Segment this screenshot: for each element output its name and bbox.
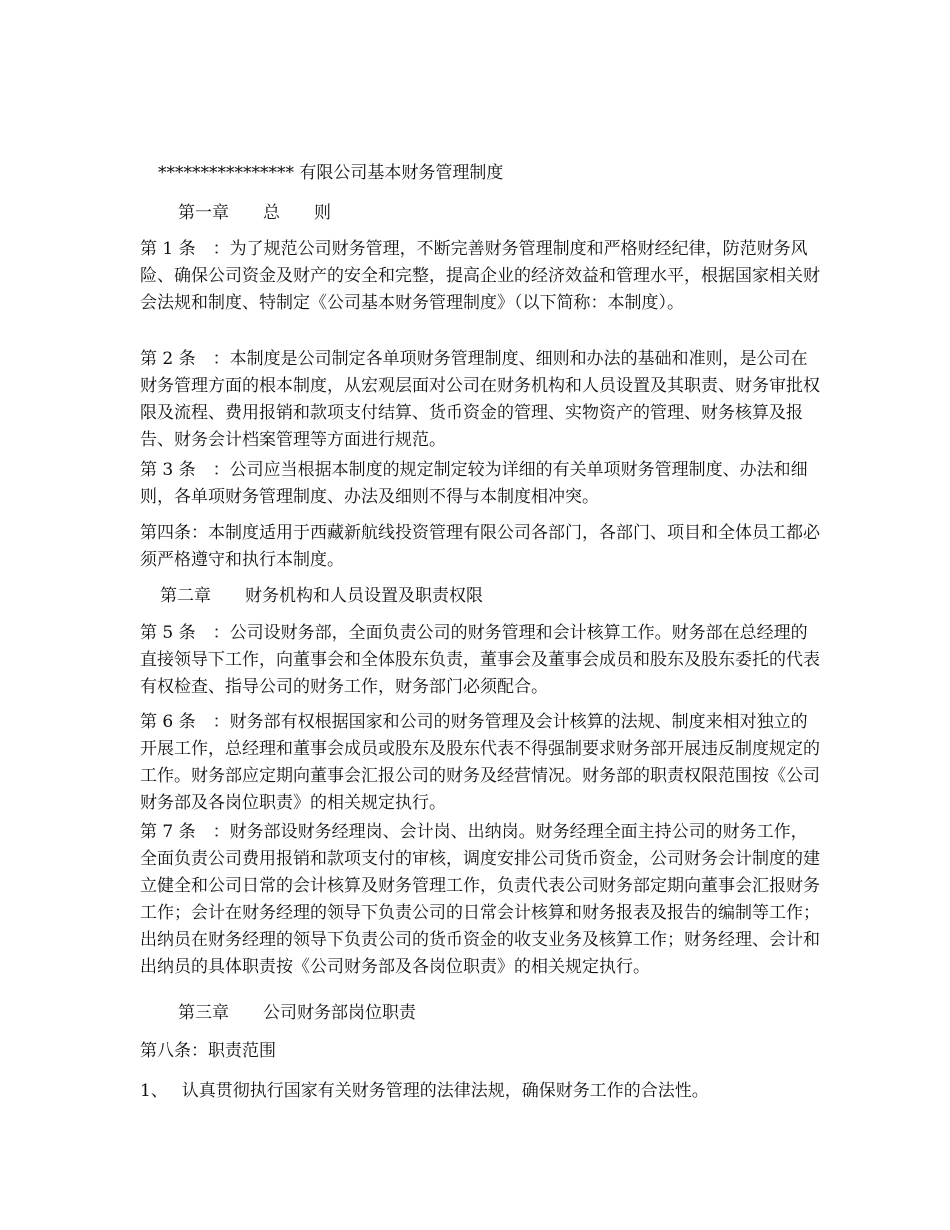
article-2: 第 2 条 ：本制度是公司制定各单项财务管理制度、细则和办法的基础和准则，是公司在财务管理方面的根本制度，从宏观层面对公司在财务机构和人员设置及其职责、财务审批权限及流程、费用报销和款项支付结算、货币资金的管理、实物资产的管理、财务核算及报告、财务会计档案管理等方面进行规范。 xyxy=(140,349,820,450)
chapter-3-heading: 第三章 公司财务部岗位职责 xyxy=(178,1003,416,1023)
article-1: 第 1 条 ：为了规范公司财务管理，不断完善财务管理制度和严格财经纪律，防范财务风险、确保公司资金及财产的安全和完整，提高企业的经济效益和管理水平，根据国家相关财会法规和制度、特制定《公司基本财务管理制度》（以下简称：本制度）。 xyxy=(140,239,820,313)
article-4: 第四条：本制度适用于西藏新航线投资管理有限公司各部门，各部门、项目和全体员工都必须严格遵守和执行本制度。 xyxy=(140,523,820,570)
chapter-1-heading: 第一章 总 则 xyxy=(178,203,331,223)
article-6: 第 6 条 ：财务部有权根据国家和公司的财务管理及会计核算的法规、制度来相对独立的开展工作，总经理和董事会成员或股东及股东代表不得强制要求财务部开展违反制度规定的工作。财务部应定期向董事会汇报公司的财务及经营情况。财务部的职责权限范围按《公司财务部及各岗位职责》的相关规定执行。 xyxy=(140,712,820,813)
article-7: 第 7 条 ：财务部设财务经理岗、会计岗、出纳岗。财务经理全面主持公司的财务工作，全面负责公司费用报销和款项支付的审核，调度安排公司货币资金，公司财务会计制度的建立健全和公司日常的会计核算及财务管理工作，负责代表公司财务部定期向董事会汇报财务工作；会计在财务经理的领导下负责公司的日常会计核算和财务报表及报告的编制等工作；出纳员在财务经理的领导下负责公司的货币资金的收支业务及核算工作；财务经理、会计和出纳员的具体职责按《公司财务部及各岗位职责》的相关规定执行。 xyxy=(140,822,820,977)
chapter-2-heading: 第二章 财务机构和人员设置及职责权限 xyxy=(160,586,483,606)
document-title: **************** 有限公司基本财务管理制度 xyxy=(158,163,504,183)
article-3: 第 3 条 ：公司应当根据本制度的规定制定较为详细的有关单项财务管理制度、办法和细则，各单项财务管理制度、办法及细则不得与本制度相冲突。 xyxy=(140,460,808,507)
list-item-1: 1、 认真贯彻执行国家有关财务管理的法律法规，确保财务工作的合法性。 xyxy=(140,1081,709,1101)
article-8-heading: 第八条：职责范围 xyxy=(140,1041,276,1061)
article-5: 第 5 条 ：公司设财务部，全面负责公司的财务管理和会计核算工作。财务部在总经理的直接领导下工作，向董事会和全体股东负责，董事会及董事会成员和股东及股东委托的代表有权检查、指导公司的财务工作，财务部门必须配合。 xyxy=(140,623,820,697)
